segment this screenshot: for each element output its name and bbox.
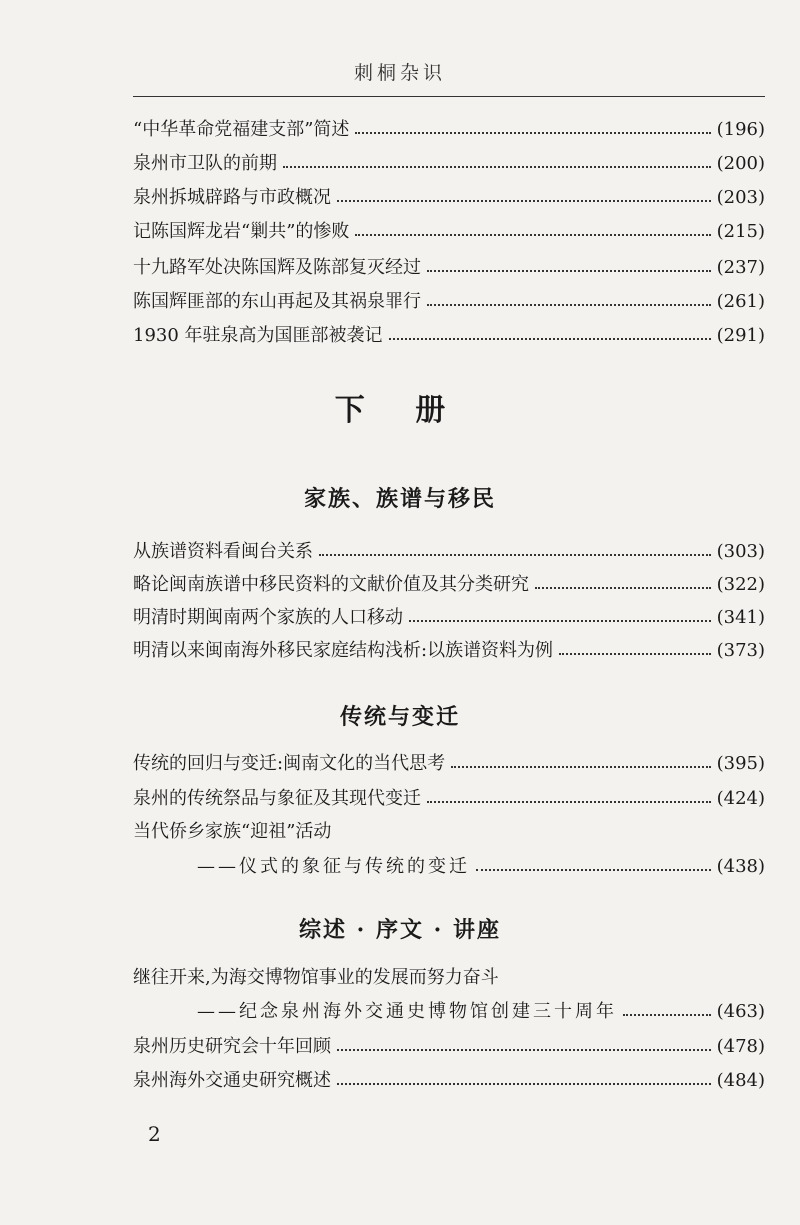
entry-page: (261) [716, 291, 765, 312]
entry-title: 1930 年驻泉高为国匪部被袭记 [133, 325, 383, 346]
toc-entry [133, 573, 765, 597]
toc-entry [133, 256, 765, 280]
toc-entry-subtitle [133, 855, 765, 879]
entry-page: (291) [716, 325, 765, 346]
entry-title: 明清以来闽南海外移民家庭结构浅析:以族谱资料为例 [133, 640, 554, 661]
entry-page: (341) [716, 607, 765, 628]
toc-entry [133, 152, 765, 176]
entry-title: 记陈国辉龙岩“剿共”的惨败 [133, 221, 350, 242]
entry-title: 传统的回归与变迁:闽南文化的当代思考 [133, 753, 446, 774]
dot-leader [319, 554, 711, 556]
toc-entry [133, 290, 765, 314]
entry-subtitle: ——纪念泉州海外交通史博物馆创建三十周年 [197, 1001, 617, 1022]
entry-page: (303) [716, 541, 765, 562]
entry-page: (200) [716, 153, 765, 174]
entry-page: (484) [716, 1070, 765, 1091]
entry-subtitle: ——仪式的象征与传统的变迁 [197, 856, 470, 877]
section-heading: 家族、族谱与移民 [303, 486, 496, 512]
entry-title: 泉州市卫队的前期 [133, 153, 277, 174]
entry-page: (424) [716, 788, 765, 809]
page-number: 2 [148, 1122, 161, 1146]
entry-title: “中华革命党福建支部”简述 [133, 119, 350, 140]
dot-leader [427, 304, 711, 306]
dot-leader [623, 1014, 711, 1016]
toc-entry [133, 639, 765, 663]
dot-leader [476, 869, 711, 871]
section-heading: 综述 · 序文 · 讲座 [299, 917, 501, 943]
toc-entry [133, 186, 765, 210]
toc-entry-subtitle [133, 1000, 765, 1024]
toc-entry [133, 752, 765, 776]
dot-leader [427, 801, 711, 803]
entry-title: 泉州海外交通史研究概述 [133, 1070, 331, 1091]
entry-title: 略论闽南族谱中移民资料的文献价值及其分类研究 [133, 574, 529, 595]
toc-entry [133, 324, 765, 348]
dot-leader [427, 270, 711, 272]
volume-title: 下 册 [334, 393, 466, 428]
entry-title: 泉州拆城辟路与市政概况 [133, 187, 331, 208]
toc-entry [133, 606, 765, 630]
entry-title: 泉州的传统祭品与象征及其现代变迁 [133, 788, 421, 809]
entry-title: 从族谱资料看闽台关系 [133, 541, 313, 562]
entry-page: (237) [716, 257, 765, 278]
entry-page: (215) [716, 221, 765, 242]
entry-page: (478) [716, 1036, 765, 1057]
toc-entry [133, 1069, 765, 1093]
dot-leader [451, 766, 711, 768]
dot-leader [283, 166, 711, 168]
entry-title: 十九路军处决陈国辉及陈部复灭经过 [133, 257, 421, 278]
dot-leader [559, 653, 711, 655]
dot-leader [355, 234, 710, 236]
entry-title-line: 继往开来,为海交博物馆事业的发展而努力奋斗 [133, 967, 499, 988]
toc-entry [133, 1035, 765, 1059]
entry-title: 泉州历史研究会十年回顾 [133, 1036, 331, 1057]
dot-leader [337, 1049, 711, 1051]
dot-leader [409, 620, 711, 622]
toc-entry [133, 540, 765, 564]
section-heading: 传统与变迁 [339, 704, 460, 730]
running-head: 刺桐杂识 [353, 62, 446, 84]
dot-leader [337, 200, 711, 202]
entry-page: (196) [716, 119, 765, 140]
entry-page: (322) [716, 574, 765, 595]
entry-page: (373) [716, 640, 765, 661]
dot-leader [337, 1083, 711, 1085]
header-rule [133, 96, 765, 97]
toc-entry [133, 220, 765, 244]
entry-page: (395) [716, 753, 765, 774]
dot-leader [535, 587, 711, 589]
entry-title: 陈国辉匪部的东山再起及其祸泉罪行 [133, 291, 421, 312]
entry-title: 明清时期闽南两个家族的人口移动 [133, 607, 403, 628]
entry-page: (438) [716, 856, 765, 877]
entry-page: (203) [716, 187, 765, 208]
toc-entry [133, 787, 765, 811]
toc-entry [133, 118, 765, 142]
dot-leader [355, 132, 710, 134]
entry-title-line: 当代侨乡家族“迎祖”活动 [133, 821, 332, 842]
dot-leader [389, 338, 711, 340]
entry-page: (463) [716, 1001, 765, 1022]
